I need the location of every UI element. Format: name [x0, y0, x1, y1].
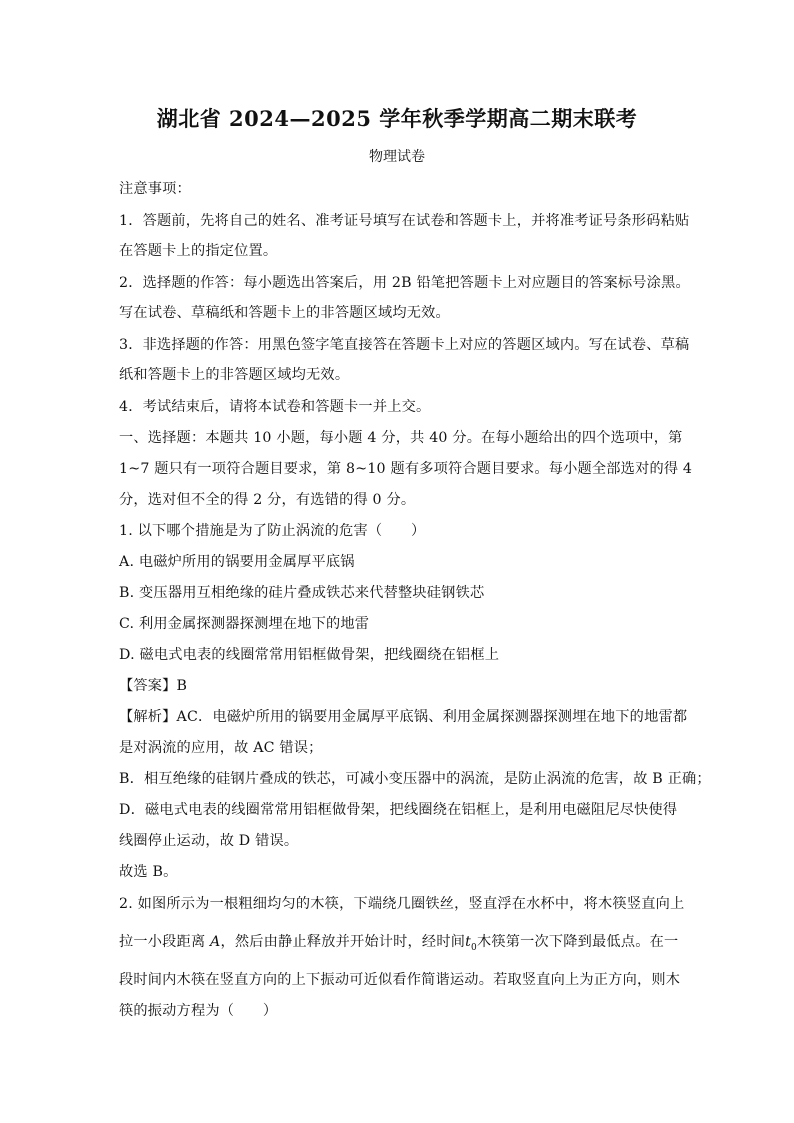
question-1-analysis-line-3: B．相互绝缘的硅钢片叠成的铁芯，可减小变压器中的涡流，是防止涡流的危害，故 B 正确；: [119, 771, 711, 787]
notice-item-1-line-1: 1．答题前，先将自己的姓名、准考证号填写在试卷和答题卡上，并将准考证号条形码粘贴: [119, 213, 690, 229]
question-2-line-2-text-b: ，然后由静止释放并开始计时，经时间: [220, 934, 466, 950]
notice-item-2-line-2: 写在试卷、草稿纸和答题卡上的非答题区域均无效。: [119, 305, 450, 321]
question-1-option-c: C. 利用金属探测器探测埋在地下的地雷: [119, 616, 370, 632]
notice-item-3-line-2: 纸和答题卡上的非答题区域均无效。: [119, 367, 350, 383]
question-2-line-4: 筷的振动方程为（ ）: [119, 1003, 278, 1019]
question-1-analysis-line-5: 线圈停止运动，故 D 错误。: [119, 833, 299, 849]
question-2-line-2-text-c: 木筷第一次下降到最低点。在一: [476, 934, 679, 950]
exam-subtitle: 物理试卷: [369, 149, 425, 165]
question-1-analysis-line-4: D．磁电式电表的线圈常常用铝框做骨架，把线圈绕在铝框上，是利用电磁阻尼尽快使得: [119, 802, 678, 818]
question-1-conclusion: 故选 B。: [119, 864, 178, 880]
question-2-line-3: 段时间内木筷在竖直方向的上下振动可近似看作简谐运动。若取竖直向上为正方向，则木: [119, 972, 681, 988]
notice-heading: 注意事项：: [119, 181, 191, 197]
question-1-answer: 【答案】B: [119, 678, 188, 694]
section-1-line-2: 1~7 题只有一项符合题目要求，第 8~10 题有多项符合题目要求。每小题全部选对的得 4: [119, 461, 693, 477]
question-1-analysis-line-1: 【解析】AC．电磁炉所用的锅要用金属厚平底锅、利用金属探测器探测埋在地下的地雷都: [119, 709, 688, 725]
question-1-analysis-line-2: 是对涡流的应用，故 AC 错误；: [119, 740, 323, 756]
variable-a: A: [210, 934, 221, 950]
exam-title: 湖北省 2024—2025 学年秋季学期高二期末联考: [156, 106, 638, 131]
notice-item-2-line-1: 2．选择题的作答：每小题选出答案后，用 2B 铅笔把答题卡上对应题目的答案标号涂黑。: [119, 275, 690, 291]
question-2-line-1: 2. 如图所示为一根粗细均匀的木筷，下端绕几圈铁丝，竖直浮在水杯中，将木筷竖直向上: [119, 896, 685, 912]
notice-item-3-line-1: 3．非选择题的作答：用黑色签字笔直接答在答题卡上对应的答题区域内。写在试卷、草稿: [119, 337, 690, 353]
notice-item-4: 4．考试结束后，请将本试卷和答题卡一并上交。: [119, 399, 431, 415]
section-1-line-3: 分，选对但不全的得 2 分，有选错的得 0 分。: [119, 492, 416, 508]
question-2-line-2-text-a: 拉一小段距离: [119, 934, 211, 950]
question-1-option-d: D. 磁电式电表的线圈常常用铝框做骨架，把线圈绕在铝框上: [119, 647, 500, 663]
question-2-line-2: [119, 931, 678, 953]
variable-t-subscript: 0: [471, 942, 477, 953]
question-1-option-a: A. 电磁炉所用的锅要用金属厚平底锅: [119, 554, 355, 570]
section-1-line-1: 一、选择题：本题共 10 小题，每小题 4 分，共 40 分。在每小题给出的四个选项中，第: [119, 430, 683, 446]
variable-t: t: [465, 934, 471, 950]
question-1-option-b: B. 变压器用互相绝缘的硅片叠成铁芯来代替整块硅钢铁芯: [119, 585, 485, 601]
question-1-stem: 1. 以下哪个措施是为了防止涡流的危害（ ）: [119, 523, 426, 539]
notice-item-1-line-2: 在答题卡上的指定位置。: [119, 243, 278, 259]
